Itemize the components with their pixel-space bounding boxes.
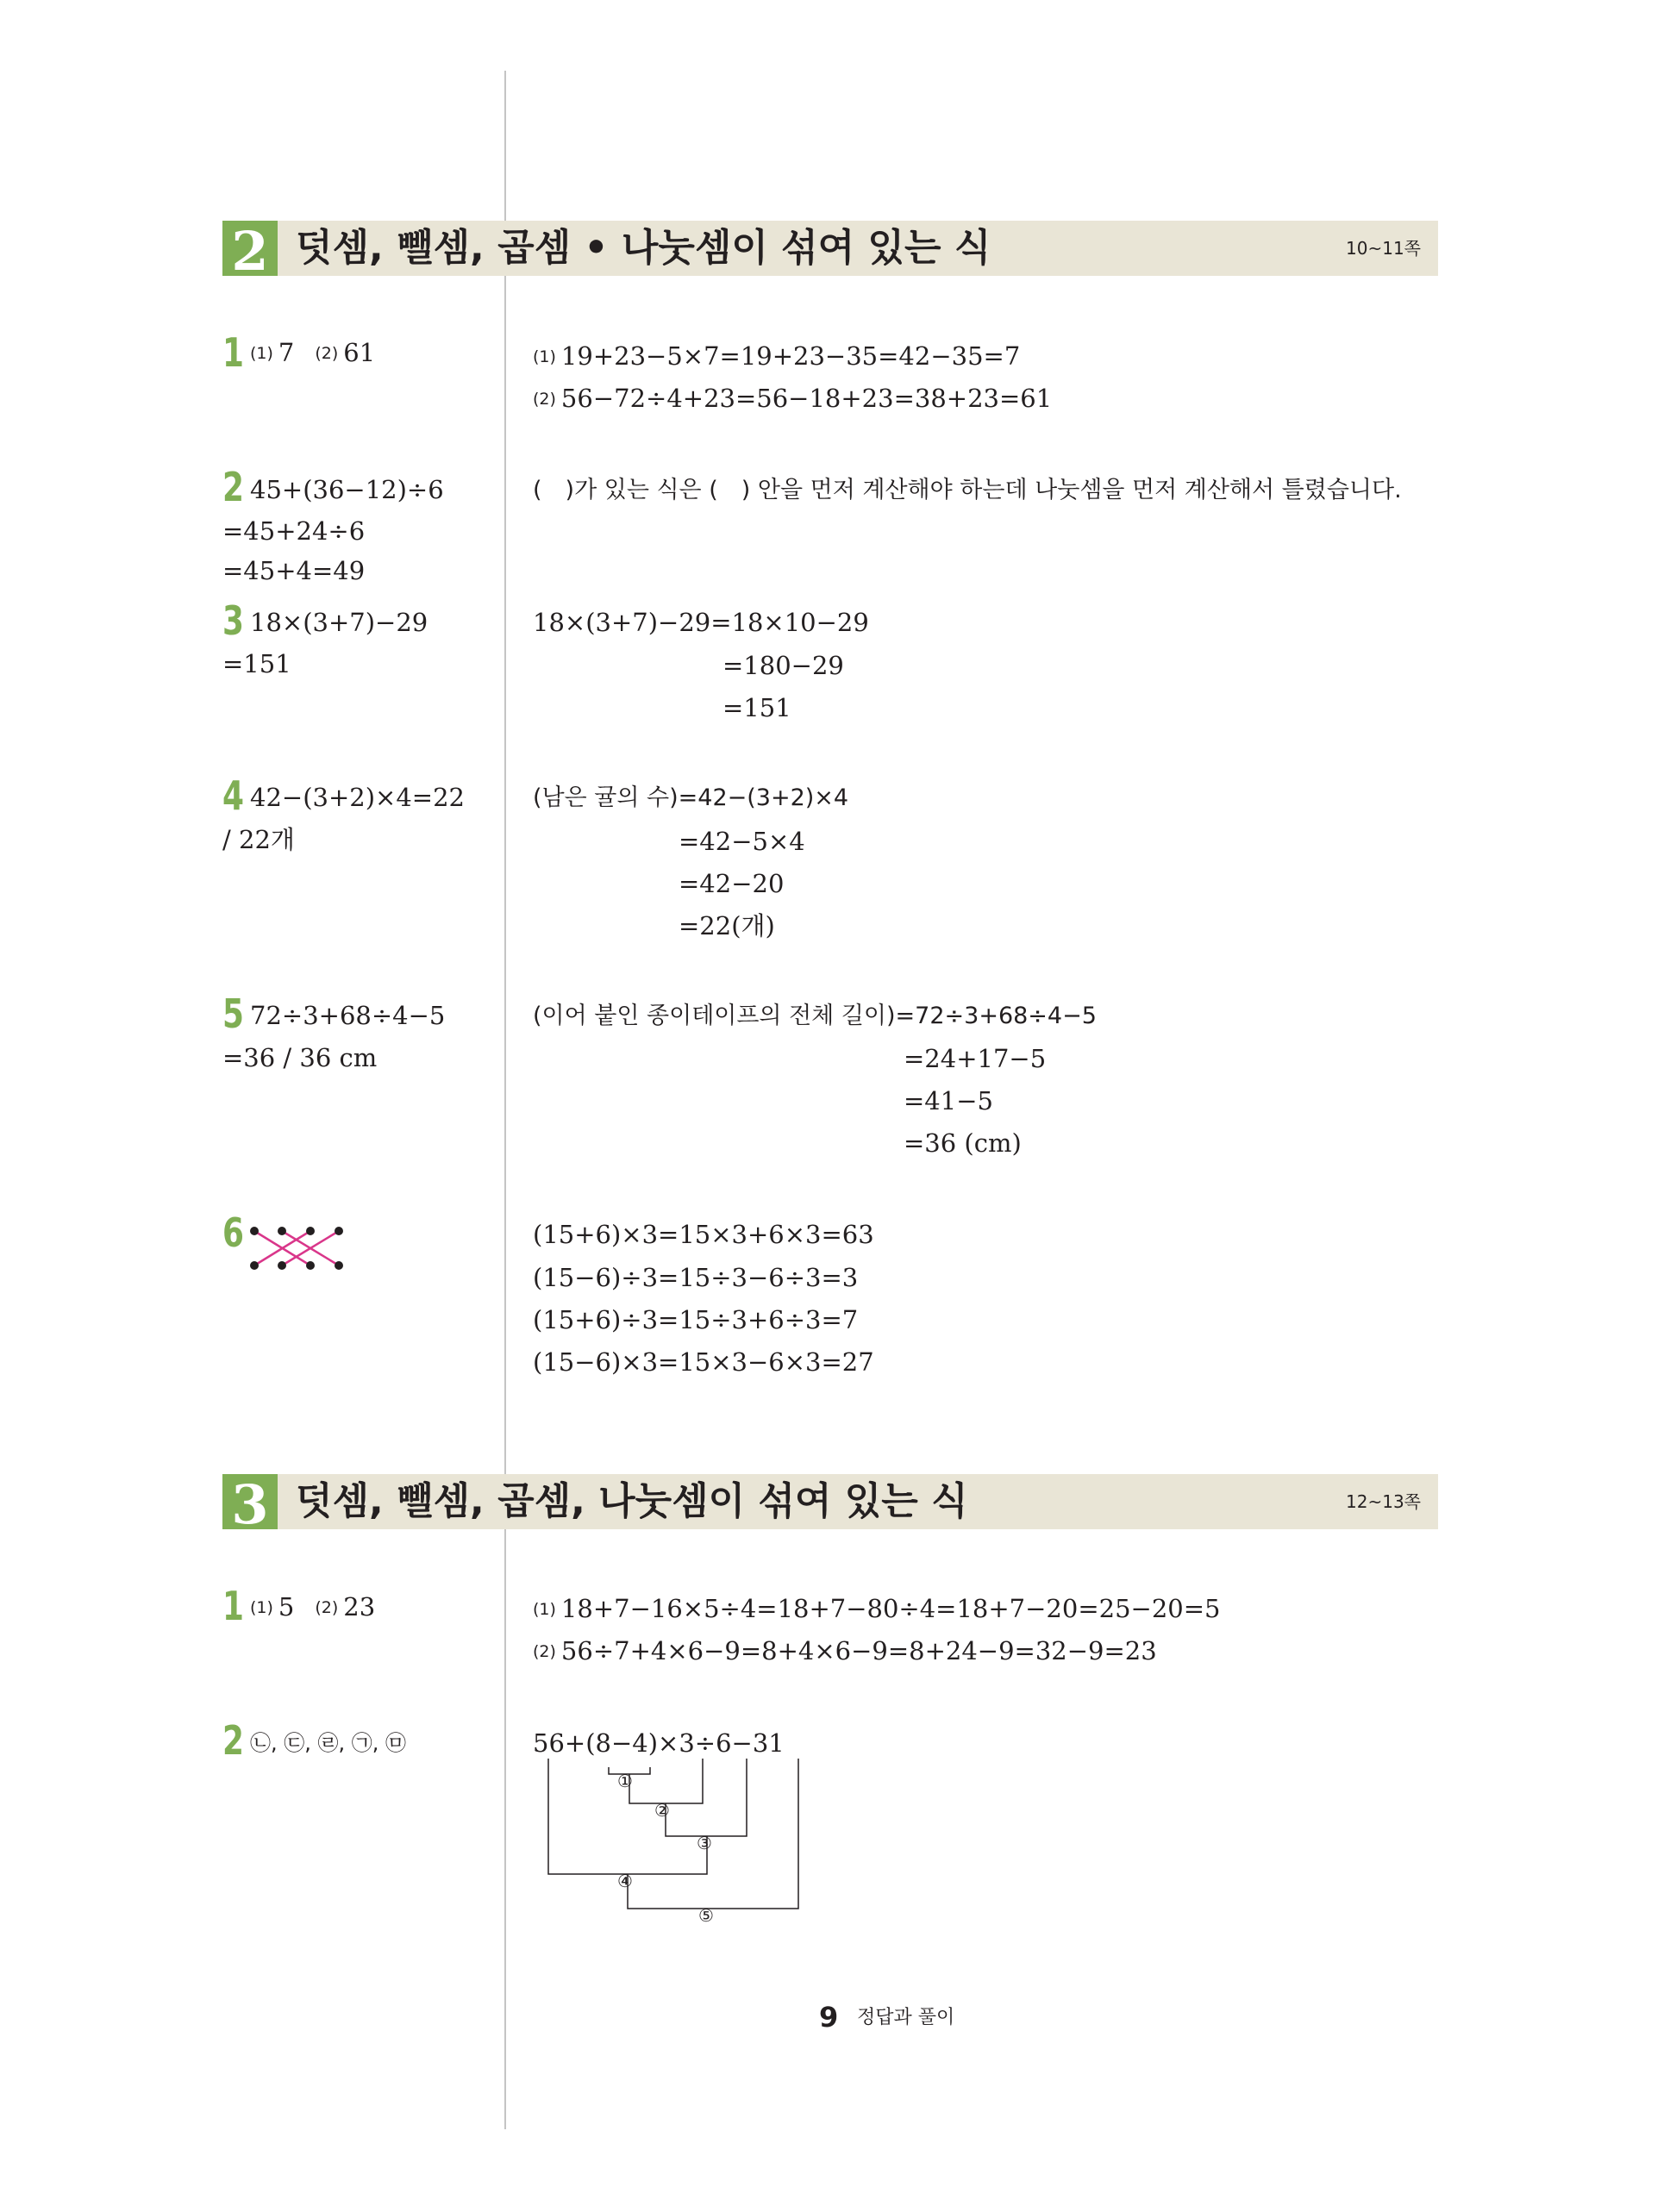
bracket-5: [628, 1759, 798, 1909]
answer: =151: [222, 649, 291, 678]
page-range: 12~13쪽: [1346, 1491, 1421, 1512]
step-marker: ③: [697, 1833, 712, 1853]
answer: ㉡, ㉢, ㉣, ㉠, ㉤: [250, 1731, 407, 1755]
solution-line: (2) 56÷7+4×6−9=8+4×6−9=8+24−9=32−9=23: [533, 1636, 1157, 1665]
solution-line: (1) 18+7−16×5÷4=18+7−80÷4=18+7−20=25−20=5: [533, 1594, 1221, 1623]
answer: (1) 5 (2) 23: [250, 1592, 376, 1622]
solution-line: =24+17−5: [904, 1044, 1047, 1073]
answer: 45+(36−12)÷6: [250, 475, 444, 504]
match-dot: [335, 1227, 343, 1235]
solution-line: (남은 귤의 수)=42−(3+2)×4: [533, 784, 849, 811]
solution-line: (2) 56−72÷4+23=56−18+23=38+23=61: [533, 384, 1053, 413]
solution-line: 18×(3+7)−29=18×10−29: [533, 608, 869, 637]
question-number: 3: [222, 597, 244, 644]
question-number: 1: [222, 329, 244, 376]
answer: 42−(3+2)×4=22: [250, 783, 465, 812]
answer: (1) 7 (2) 61: [250, 338, 376, 367]
section-title: 덧셈, 뺄셈, 곱셈, 나눗셈이 섞여 있는 식: [296, 1479, 968, 1523]
solution-line: =41−5: [904, 1086, 993, 1115]
section-title: 덧셈, 뺄셈, 곱셈 • 나눗셈이 섞여 있는 식: [296, 226, 991, 270]
match-dot: [250, 1227, 259, 1235]
section-2-header: [222, 221, 1438, 276]
solution-line: =151: [722, 693, 791, 722]
step-marker: ⑤: [698, 1905, 714, 1926]
step-marker: ②: [654, 1800, 670, 1821]
question-number: 2: [222, 464, 244, 510]
solution-line: =22(개): [679, 911, 775, 940]
column-divider: [504, 71, 506, 2129]
section-3-header: [222, 1474, 1438, 1529]
bracket-3: [666, 1759, 747, 1836]
page-range: 10~11쪽: [1346, 238, 1421, 259]
footer-label: 정답과 풀이: [857, 2007, 955, 2028]
answer: 72÷3+68÷4−5: [250, 1001, 446, 1030]
matching-diagram: [246, 1222, 349, 1274]
solution-line: =180−29: [722, 651, 844, 680]
page-number: 9: [819, 2001, 839, 2034]
step-marker: ④: [617, 1871, 633, 1891]
question-number: 4: [222, 772, 244, 819]
answer: 18×(3+7)−29: [250, 608, 428, 637]
match-dot: [278, 1261, 286, 1270]
section-number: 2: [222, 221, 278, 276]
question-number: 5: [222, 990, 244, 1037]
solution-line: (15−6)×3=15×3−6×3=27: [533, 1347, 874, 1377]
bracket-2: [629, 1759, 703, 1803]
solution-line: (1) 19+23−5×7=19+23−35=42−35=7: [533, 341, 1021, 371]
question-number: 6: [222, 1209, 244, 1256]
match-dot: [306, 1261, 315, 1270]
solution-line: =42−5×4: [679, 827, 805, 856]
solution-line: (15+6)×3=15×3+6×3=63: [533, 1220, 874, 1249]
answer: =45+24÷6: [222, 516, 366, 546]
expression: 56+(8−4)×3÷6−31: [533, 1728, 785, 1758]
solution-text: ( )가 있는 식은 ( ) 안을 먼저 계산해야 하는데 나눗셈을 먼저 계산해서 틀렸습니다.: [533, 477, 1402, 503]
calculation-order-diagram: [517, 1750, 828, 1922]
solution-line: (15+6)÷3=15÷3+6÷3=7: [533, 1305, 859, 1334]
match-dot: [306, 1227, 315, 1235]
answer: =36 / 36 cm: [222, 1043, 378, 1072]
solution-line: =42−20: [679, 869, 785, 898]
match-dot: [335, 1261, 343, 1270]
question-number: 2: [222, 1717, 244, 1764]
solution-line: =36 (cm): [904, 1128, 1022, 1158]
section-number: 3: [222, 1474, 278, 1529]
match-dot: [278, 1227, 286, 1235]
step-marker: ①: [617, 1771, 633, 1791]
solution-line: (15−6)÷3=15÷3−6÷3=3: [533, 1263, 859, 1292]
answer: =45+4=49: [222, 556, 366, 585]
solution-line: (이어 붙인 종이테이프의 전체 길이)=72÷3+68÷4−5: [533, 1003, 1097, 1029]
answer: / 22개: [222, 825, 295, 854]
match-dot: [250, 1261, 259, 1270]
question-number: 1: [222, 1583, 244, 1629]
